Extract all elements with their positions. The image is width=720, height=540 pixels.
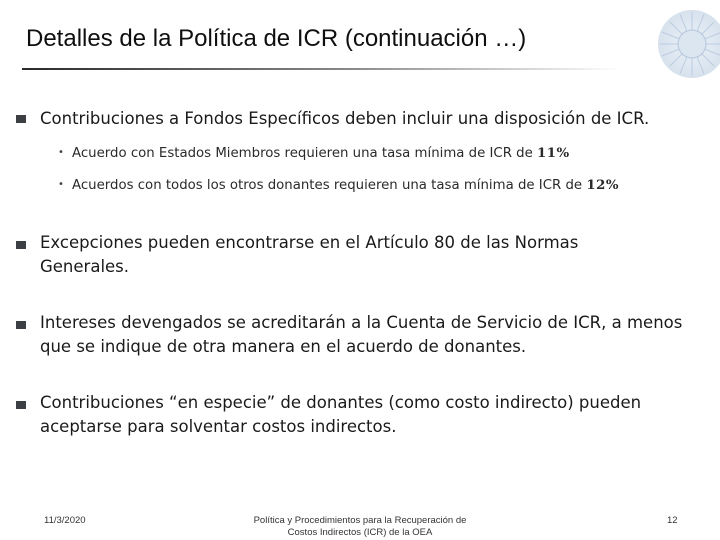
sub-bullet-dot: • xyxy=(58,179,64,190)
oas-emblem-icon xyxy=(646,6,720,80)
page-number: 12 xyxy=(667,515,678,526)
bullet-2: Excepciones pueden encontrarse en el Artículo 80 de las Normas Generales. xyxy=(40,233,579,276)
square-bullet-icon xyxy=(16,115,26,123)
bullet-1: Contribuciones a Fondos Específicos deben incluir una disposición de ICR. xyxy=(40,109,650,128)
sub-bullet-dot: • xyxy=(58,147,64,158)
sub-bullet-1-text: Acuerdo con Estados Miembros requieren una tasa mínima de ICR de xyxy=(72,146,538,161)
title-divider xyxy=(22,68,622,70)
sub-bullet-1-value: 11% xyxy=(537,146,570,161)
bullet-3: Intereses devengados se acreditarán a la Cuenta de Servicio de ICR, a menos que se indique de otra manera en el acuerdo de donantes. xyxy=(40,313,683,356)
slide-title: Detalles de la Política de ICR (continuación …) xyxy=(26,25,527,52)
square-bullet-icon xyxy=(16,241,26,249)
footer-title-line-2: Costos Indirectos (ICR) de la OEA xyxy=(287,527,433,538)
bullet-4: Contribuciones “en especie” de donantes (como costo indirecto) pueden aceptarse para solventar costos indirectos. xyxy=(40,393,642,436)
sub-bullet-1 xyxy=(72,145,692,163)
sub-bullet-2 xyxy=(72,177,692,195)
footer-date: 11/3/2020 xyxy=(44,515,86,526)
sub-bullet-2-text: Acuerdos con todos los otros donantes requieren una tasa mínima de ICR de xyxy=(72,178,587,193)
footer-title xyxy=(232,515,488,539)
footer-title-line-1: Política y Procedimientos para la Recuperación de xyxy=(253,515,467,526)
square-bullet-icon xyxy=(16,321,26,329)
sub-bullet-2-value: 12% xyxy=(586,178,619,193)
square-bullet-icon xyxy=(16,401,26,409)
